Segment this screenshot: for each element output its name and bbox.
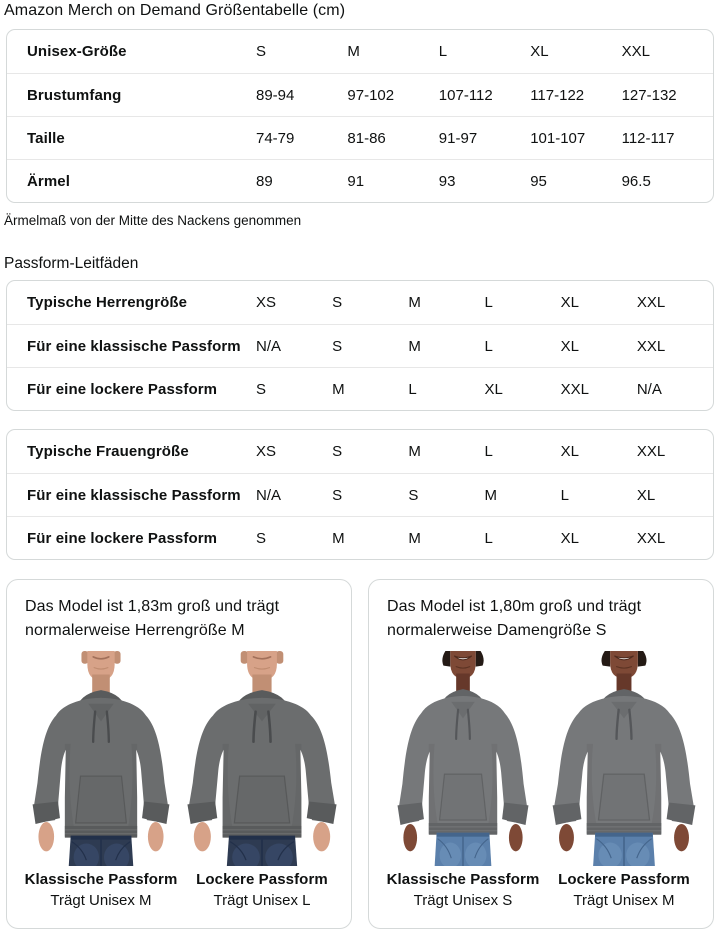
row-label: Taille — [27, 129, 65, 147]
table-cell: XL — [636, 486, 656, 504]
table-cell: S — [256, 529, 267, 547]
table-cell: XL — [560, 529, 580, 547]
table-cell: 91-97 — [438, 129, 478, 147]
table-row — [7, 116, 713, 159]
sleeve-measure-note: Ärmelmaß von der Mitte des Nackens genommen — [4, 213, 302, 228]
fit-label: Lockere Passform — [196, 871, 328, 888]
table-cell: 101-107 — [530, 129, 586, 147]
female-model-card — [368, 579, 714, 929]
table-cell: XL — [560, 294, 580, 311]
row-label: Ärmel — [27, 172, 71, 190]
table-cell: N/A — [256, 486, 282, 504]
table-row — [7, 324, 713, 367]
table-cell: XL — [484, 380, 503, 398]
table-cell: L — [484, 337, 493, 355]
table-row — [7, 516, 713, 559]
fit-label: Lockere Passform — [558, 871, 690, 888]
figure-column — [387, 651, 539, 909]
table-cell: XXL — [560, 380, 590, 398]
wears-label: Trägt Unisex L — [213, 892, 311, 909]
fit-label: Klassische Passform — [24, 871, 178, 888]
wears-label: Trägt Unisex S — [413, 892, 513, 909]
model-cards — [6, 579, 714, 929]
table-cell: M — [408, 529, 421, 547]
table-cell: XS — [256, 294, 277, 311]
table-cell: S — [332, 443, 343, 460]
table-cell: XXL — [636, 443, 666, 460]
page-title: Amazon Merch on Demand Größentabelle (cm) — [4, 2, 346, 19]
wears-label: Trägt Unisex M — [573, 892, 675, 909]
wears-label: Trägt Unisex M — [50, 892, 152, 909]
table-cell: M — [332, 529, 345, 547]
table-cell: L — [484, 443, 493, 460]
table-cell: 107-112 — [438, 86, 493, 104]
row-label: Typische Frauengröße — [27, 443, 189, 460]
table-cell: L — [484, 529, 493, 547]
model-description: Das Model ist 1,83m groß und trägt normalerweise Herrengröße M — [25, 598, 280, 639]
table-cell: XL — [530, 43, 549, 60]
table-cell: M — [408, 294, 421, 311]
table-cell: S — [332, 486, 343, 504]
table-cell: 96.5 — [621, 172, 651, 190]
table-cell: 91 — [347, 172, 365, 190]
table-cell: M — [484, 486, 497, 504]
table-cell: N/A — [256, 337, 282, 355]
figure-column — [548, 651, 700, 909]
table-cell: L — [484, 294, 493, 311]
table-cell: S — [332, 337, 343, 355]
mens-fit-table — [6, 280, 714, 411]
table-row — [7, 281, 713, 324]
female-classic-fit-photo — [387, 651, 539, 866]
figure-column — [25, 651, 177, 909]
table-cell: M — [347, 43, 360, 60]
table-cell: XXL — [636, 337, 666, 355]
table-row — [7, 367, 713, 410]
table-cell: 89-94 — [256, 86, 295, 104]
row-label: Typische Herrengröße — [27, 294, 188, 311]
figures-row — [25, 651, 338, 909]
table-cell: XL — [560, 443, 580, 460]
table-cell: XXL — [636, 294, 666, 311]
table-cell: S — [256, 43, 267, 60]
row-label: Brustumfang — [27, 86, 122, 104]
table-row — [7, 30, 713, 73]
table-cell: 127-132 — [621, 86, 677, 104]
table-cell: L — [408, 380, 417, 398]
row-label: Unisex-Größe — [27, 43, 127, 60]
table-cell: 93 — [438, 172, 456, 190]
table-cell: XL — [560, 337, 580, 355]
table-cell: L — [438, 43, 448, 60]
male-classic-fit-photo — [25, 651, 177, 866]
figures-row — [387, 651, 700, 909]
womens-fit-table — [6, 429, 714, 560]
table-cell: S — [332, 294, 343, 311]
table-cell: XXL — [636, 529, 666, 547]
table-row — [7, 73, 713, 116]
table-row — [7, 473, 713, 516]
table-cell: M — [332, 380, 345, 398]
table-cell: 117-122 — [530, 86, 585, 104]
table-cell: N/A — [636, 380, 662, 398]
row-label: Für eine klassische Passform — [27, 337, 241, 355]
female-loose-fit-photo — [548, 651, 700, 866]
table-cell: XXL — [621, 43, 650, 60]
row-label: Für eine lockere Passform — [27, 380, 218, 398]
table-cell: 89 — [256, 172, 273, 190]
table-cell: 74-79 — [256, 129, 295, 147]
row-label: Für eine klassische Passform — [27, 486, 241, 504]
model-description: Das Model ist 1,80m groß und trägt normalerweise Damengröße S — [387, 598, 642, 639]
fit-label: Klassische Passform — [386, 871, 540, 888]
unisex-size-table — [6, 29, 714, 203]
table-cell: M — [408, 337, 421, 355]
table-row — [7, 430, 713, 473]
fit-guides-heading: Passform-Leitfäden — [4, 255, 139, 272]
male-loose-fit-photo — [186, 651, 338, 866]
table-cell: L — [560, 486, 569, 504]
table-cell: M — [408, 443, 421, 460]
table-cell: XS — [256, 443, 277, 460]
table-cell: S — [408, 486, 419, 504]
figure-column — [186, 651, 338, 909]
table-cell: 95 — [530, 172, 547, 190]
table-row — [7, 159, 713, 202]
table-cell: 97-102 — [347, 86, 395, 104]
male-model-card — [6, 579, 352, 929]
row-label: Für eine lockere Passform — [27, 529, 218, 547]
table-cell: S — [256, 380, 267, 398]
table-cell: 112-117 — [621, 129, 675, 147]
table-cell: 81-86 — [347, 129, 386, 147]
